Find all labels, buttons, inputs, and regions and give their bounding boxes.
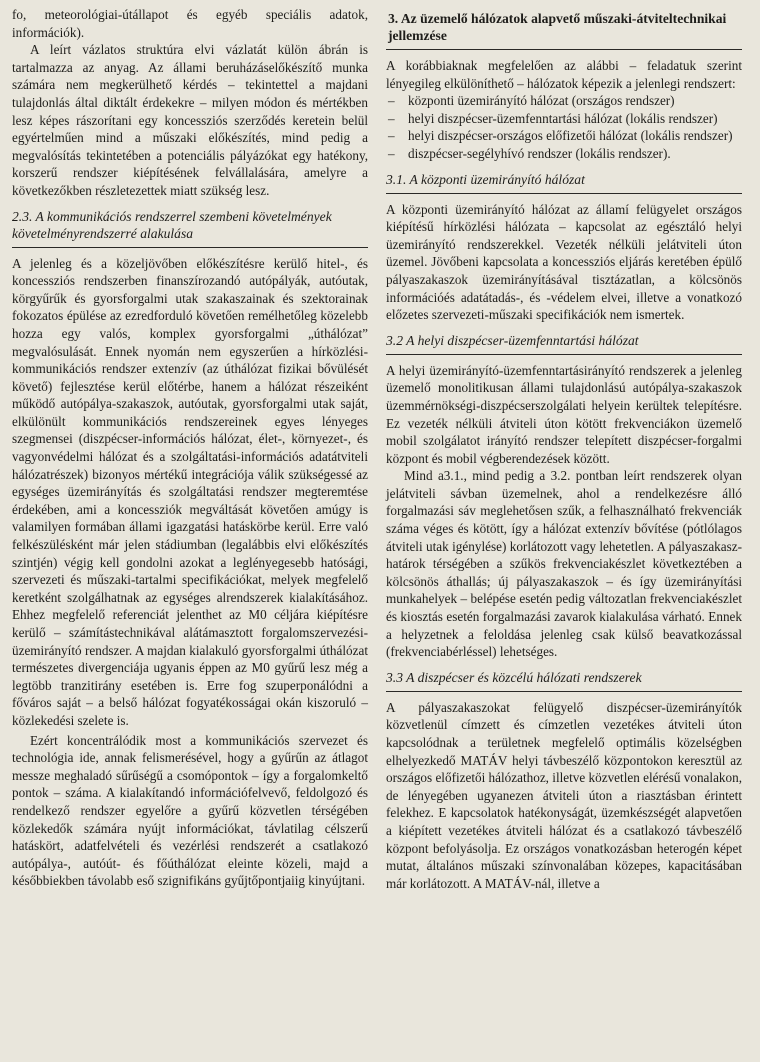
divider xyxy=(12,247,368,248)
paragraph: Mind a3.1., mind pedig a 3.2. pontban leírt rendszerek olyan jelátviteli sávban üzemelnek, ahol a rendelkezésre álló forgalmazási sáv meglehetősen szűk, a felhasználható frekvenciák száma véges és kötött, így a hálózat extenzív bővítése (pótlólagos átviteli utak igénylése) korlátozott vagy lehetetlen. A pályaszakasz-határok térségében a szűkös frekvenciakészlet következtében a kölcsönös áthallás; új pályaszakaszok – és így üzemirányítási munkahelyek – belépése esetén pedig változatlan frekvenciakészlet és kiosztás esetén forgalmazási zavarok kialakulása várható. Ennek a helyzetnek a feloldása jelenleg csak külső beavatkozással (frekvenciabérléssel) lehetséges. xyxy=(386,468,742,660)
divider xyxy=(386,193,742,194)
paragraph: A korábbiaknak megfelelően az alábbi – feladatuk szerint lényegileg elkülöníthető – hálózatok képezik a jelenlegi rendszert: xyxy=(386,58,742,91)
paragraph: A pályaszakaszokat felügyelő diszpécser-üzemirányítók közvetlenül címzett és címzetlen vezetékes átviteli úton kapcsolódnak a területnek megfelelő optimális közelségben elhelyezkedő MATÁV helyi távbeszélő központokon keresztül az országos előfizetői hálózathoz, illetve közvetlen elérésű vonalakon, de lényegében ugyanezen átviteli úton a riasztásban érintett felekhez. E kapcsolatok hatékonyságát, üzemkészségét alapvetően a kiépített vezetékes átviteli hálózat és a csatlakozó távbeszélő központ befolyásolja. Ez országos vonatkozásban heterogén képet mutat, általános műszaki színvonalában közepes, kapacitásában már korlátozott. A MATÁV-nál, illetve a xyxy=(386,699,742,891)
left-column xyxy=(12,6,368,1062)
right-column xyxy=(386,6,742,1062)
paragraph: A jelenleg és a közeljövőben előkészítésre kerülő hitel-, és koncessziós rendszerben finanszírozandó autópályák, autóutak, körgyűrűk és gyorsforgalmi utak szakaszainak és szektorainak fokozatos épülése az ezredforduló követően remélhetőleg közelebb hozza egy valós, komplex gyorsforgalmi „úthálózat” megvalósulását. Ennek nyomán nem egyszerűen a hírközlési-kommunikációs rendszer extenzív (az úthálózat fizikai bővülését követő) fejlesztése kerül előtérbe, hanem a hálózat részeiként működő autópálya-szakaszok, autóutak, gyorsforgalmi utak saját, elkülönült kommunikációs rendszereinek egyes lényeges szegmensei (diszpécser-információs hálózat, élet-, környezet-, és vagyonvédelmi hálózat és a szolgáltatási-információs adatátviteli hálózatrészek) bizonyos mértékű integrációja válik szükségessé az egységes üzemirányítás és szolgáltatási rendszer megteremtése érdekében, ami a koncessziók megváltását követően amúgy is valamilyen formában állami igazgatási hatáskörbe kerül. Erre való felkészülésként már jelen stádiumban (legalábbis elvi előkészítés szintjén) végig kell gondolni azokat a leglényegesebb hatósági, szervezeti és műszaki-tartalmi specifikációkat, melyek megfelelő keretként szolgálhatnak az egységes alrendszerek kialakításához. Ehhez megfelelő referenciát jelenthet az M0 céljára kiépítésre kerülő – számítástechnikával alátámasztott forgalomszervezési-üzemirányító rendszer. A majdan kialakuló gyorsforgalmi úthálózat természetes divergenciája ugyanis éppen az M0 gyűrű lesz még a legtöbb tranzitirány esetében is. Erre fog szuperponálódni a főváros saját – a belső hálózat fogyatékosságai okán kiszoruló – közlekedési szelete is. xyxy=(12,255,368,728)
section-heading-3: 3. Az üzemelő hálózatok alapvető műszaki-átviteltechnikai jellemzése xyxy=(388,11,727,43)
paragraph: fo, meteorológiai-útállapot és egyéb speciális adatok, információk). xyxy=(12,7,368,40)
list-item: – diszpécser-segélyhívó rendszer (lokális rendszer). xyxy=(386,145,742,163)
network-list xyxy=(386,92,742,162)
divider xyxy=(386,354,742,355)
list-item: – központi üzemirányító hálózat (országos rendszer) xyxy=(386,92,742,110)
paragraph: A központi üzemirányító hálózat az államí felügyelet országos kiépítésű hírközlési hálózata – kapcsolat az egésztáló helyi üzemirányító rendszerekkel. Vezeték nélküli jelátviteli úton üzemel. Jövőbeni kapcsolata a koncessziós eljárás keretében épülő pályaszakaszok üzemirányításával tisztázatlan, a kölcsönös információés adatátadás-, és -védelem elvei, illetve a vonatkozó előzetes szervezeti-műszaki specifikációk nem ismertek. xyxy=(386,201,742,323)
section-heading-3-3: 3.3 A diszpécser és közcélú hálózati rendszerek xyxy=(386,669,642,685)
section-heading-3-2: 3.2 A helyi diszpécser-üzemfenntartási hálózat xyxy=(386,332,639,348)
paragraph: Ezért koncentrálódik most a kommunikációs szervezet és technológia ide, annak felismerésével, hogy a gyűrűn az átlagot messze meghaladó sűrűségű a csomópontok – így a forgalomkeltő pontok – száma. A kialakítandó információfelvevő, feldolgozó és rendelkező rendszer egyelőre a gyűrű közvetlen térségében közlekedők számára nyújt információkat, távlatilag célszerű hatáskört, adatfelvételi és vezérlési rendszerét a csatlakozó autópálya-, autóút- és főúthálózat eleinte közeli, majd a későbbiekben távolabb eső szignifikáns gyűjtőpontjaiig kinyújtani. xyxy=(12,732,368,889)
section-heading-3-1: 3.1. A központi üzemirányító hálózat xyxy=(386,171,585,187)
list-item: – helyi diszpécser-országos előfizetői hálózat (lokális rendszer) xyxy=(386,127,742,145)
paragraph: A leírt vázlatos struktúra elvi vázlatát külön ábrán is tartalmazza az anyag. Az állami beruházáselőkészítő munka számára nem megkerülhető kérdés – tekintettel a majdani tulajdonlás által diktált érdekekre – milyen módon és mértékben lesz képes rászorítani egy koncessziós szerződés keretein belül egyértelműen mind a műszaki előkészítés, mind pedig a megvalósítás tekintetében a potenciális pályázókat egy hatékony, korszerű rendszer kiépítésének felvállalására, amelyre a következőkben részletezettek miatt szükség lesz. xyxy=(12,42,368,198)
section-heading-2-3: 2.3. A kommunikációs rendszerrel szembeni követelmények követelményrendszerré alakulása xyxy=(12,208,332,241)
divider xyxy=(386,49,742,50)
divider xyxy=(386,691,742,692)
list-item: – helyi diszpécser-üzemfenntartási hálózat (lokális rendszer) xyxy=(386,110,742,128)
paragraph: A helyi üzemirányító-üzemfenntartásirányító rendszerek a jelenleg üzemelő monolitikusan állami tulajdonlású autópálya-szakaszok üzemmérnökségi-diszpécserszolgálati helyein kerültek telepítésre. Ez vezeték nélküli átviteli úton kötött frekvenciákon üzemelő mobil szolgálatot irányító rendszer telepített diszpécser-forgalmi központ és mobil végberendezések között. xyxy=(386,362,742,466)
